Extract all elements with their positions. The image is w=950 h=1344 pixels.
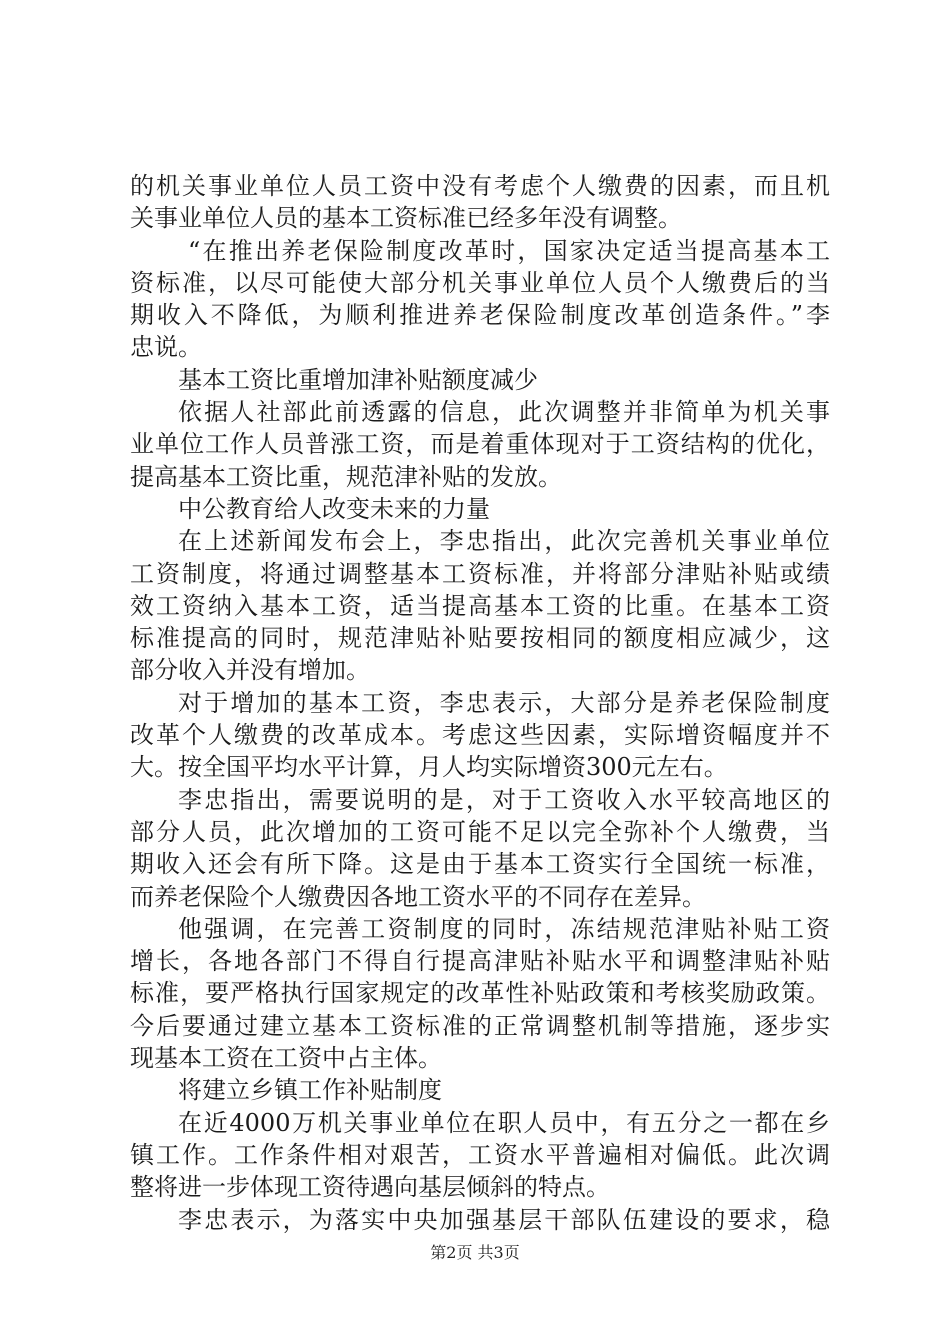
text-line: 工资制度，将通过调整基本工资标准，并将部分津贴补贴或绩 [130, 559, 830, 588]
text-line: 在近4000万机关事业单位在职人员中，有五分之一都在乡 [178, 1108, 830, 1137]
text-line: 部分收入并没有增加。 [130, 656, 370, 685]
text-line: 增长，各地各部门不得自行提高津贴补贴水平和调整津贴补贴 [130, 947, 830, 976]
text-line: 效工资纳入基本工资，适当提高基本工资的比重。在基本工资 [130, 591, 830, 620]
text-line: 标准提高的同时，规范津贴补贴要按相同的额度相应减少，这 [130, 624, 830, 653]
text-line: 在上述新闻发布会上，李忠指出，此次完善机关事业单位 [178, 527, 830, 556]
text-line: 今后要通过建立基本工资标准的正常调整机制等措施，逐步实 [130, 1011, 830, 1040]
text-line: “在推出养老保险制度改革时，国家决定适当提高基本工 [188, 236, 830, 265]
document-body [130, 170, 830, 1236]
text-line: 而养老保险个人缴费因各地工资水平的不同存在差异。 [130, 882, 706, 911]
text-line: 期收入不降低，为顺利推进养老保险制度改革创造条件。”李 [130, 301, 830, 330]
page-footer [0, 1240, 950, 1263]
section-heading: 基本工资比重增加津补贴额度减少 [178, 365, 538, 394]
text-line: 大。按全国平均水平计算，月人均实际增资300元左右。 [130, 753, 728, 782]
text-line: 部分人员，此次增加的工资可能不足以完全弥补个人缴费，当 [130, 817, 830, 846]
text-line: 的机关事业单位人员工资中没有考虑个人缴费的因素，而且机 [130, 172, 830, 200]
text-line: 忠说。 [130, 333, 202, 362]
section-heading: 中公教育给人改变未来的力量 [178, 494, 490, 523]
text-line: 他强调，在完善工资制度的同时，冻结规范津贴补贴工资 [178, 914, 830, 943]
text-line: 现基本工资在工资中占主体。 [130, 1044, 442, 1073]
text-line: 改革个人缴费的改革成本。考虑这些因素，实际增资幅度并不 [130, 721, 830, 750]
text-line: 资标准，以尽可能使大部分机关事业单位人员个人缴费后的当 [130, 268, 830, 297]
text-line: 期收入还会有所下降。这是由于基本工资实行全国统一标准， [130, 850, 830, 879]
text-line: 业单位工作人员普涨工资，而是着重体现对于工资结构的优化， [130, 430, 830, 459]
text-line: 李忠表示，为落实中央加强基层干部队伍建设的要求，稳 [178, 1205, 830, 1234]
text-line: 李忠指出，需要说明的是，对于工资收入水平较高地区的 [178, 785, 830, 814]
text-line: 标准，要严格执行国家规定的改革性补贴政策和考核奖励政策。 [130, 979, 830, 1008]
text-line: 整将进一步体现工资待遇向基层倾斜的特点。 [130, 1173, 610, 1202]
page-indicator: 第2页 共3页 [430, 1243, 520, 1262]
text-line: 依据人社部此前透露的信息，此次调整并非简单为机关事 [178, 398, 830, 427]
text-line: 对于增加的基本工资，李忠表示，大部分是养老保险制度 [178, 688, 830, 717]
text-line: 关事业单位人员的基本工资标准已经多年没有调整。 [130, 204, 682, 233]
section-heading: 将建立乡镇工作补贴制度 [178, 1076, 442, 1105]
text-line: 提高基本工资比重，规范津补贴的发放。 [130, 462, 562, 491]
text-line: 镇工作。工作条件相对艰苦，工资水平普遍相对偏低。此次调 [130, 1140, 830, 1169]
